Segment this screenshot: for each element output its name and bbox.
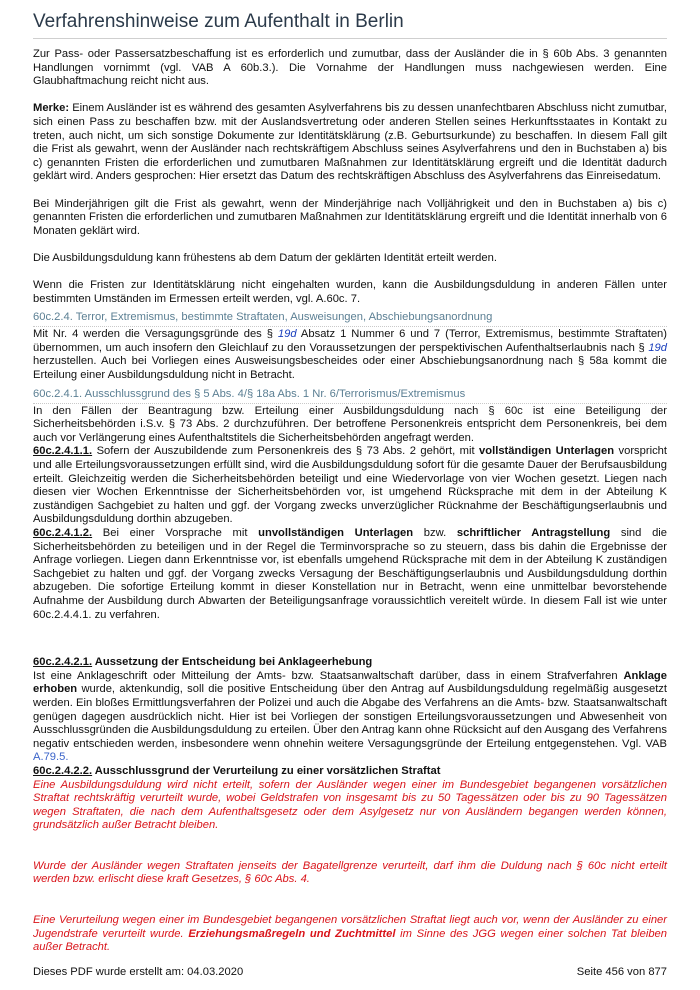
page-title: Verfahrenshinweise zum Aufenthalt in Berlin	[33, 10, 667, 39]
text: Bei einer Vorsprache mit	[92, 527, 259, 539]
bold-text: vollständigen Unterlagen	[479, 445, 615, 458]
merke-text: Einem Ausländer ist es während des gesamten Asylverfahrens bis zu dessen unanfechtbaren Abschluss nicht zumutbar, sich einen Pass zu beschaffen bzw. mit der Auslandsvertretung oder anderen Stellen seines Herkunftsstaates in Kontakt zu treten, auch nicht, um sich sonstige Dokumente zur Identitätsklärung (z.B. Geburtsurkunde) zu beschaffen. In diesem Fall gilt die Frist als gewahrt, wenn der Ausländer nach rechtskräftigem Abschluss seines Asylverfahrens und den in Buchstaben a) bis c) genannten Fristen die erforderlichen und zumutbaren Maßnahmen zur Identitätsklärung ergreift und die Identität dadurch geklärt wird. Anders gesprochen: Hier ersetzt das Datum des rechtskräftigen Abschluss des Asylverfahrens das Einreisedatum.	[33, 102, 667, 183]
red-paragraph-jugendstrafe	[33, 914, 667, 955]
section-heading-60c-2-4: 60c.2.4. Terror, Extremismus, bestimmte Straftaten, Ausweisungen, Abschiebungsanordnung	[33, 310, 667, 327]
text: im Sinne des JGG wegen einer solchen Tat bleiben außer Betracht.	[33, 927, 667, 954]
paragraph-60c-2-4-1-1	[33, 445, 667, 527]
red-paragraph-verurteilung: Eine Ausbildungsduldung wird nicht erteilt, sofern der Ausländer wegen einer im Bundesgebiet begangenen vorsätzlichen Straftat rechtskräftig verurteilt wurde, wobei Geldstrafen von insgesamt bis zu 50 Tagessätzen oder bis zu 90 Tagessätzen wegen Straftaten, die nach dem Aufenthaltsgesetz oder dem Asylgesetz nur von Ausländern begangen werden können, grundsätzlich außer Betracht bleiben.	[33, 778, 667, 832]
paragraph-beteiligung: In den Fällen der Beantragung bzw. Erteilung einer Ausbildungsduldung nach § 60c ist eine Beteiligung der Sicherheitsbehörden i.S.v. § 73 Abs. 2 durchzuführen. Der betroffene Personenkreis entspricht dem Personenkreis, bei dem auch vor Verlängerung eines Aufenthaltstitels die Sicherheitsbehörden angefragt werden.	[33, 404, 667, 444]
text: herzustellen. Auch bei Vorliegen eines Ausweisungsbescheides oder einer Abschiebungsanordnung nach § 58a kommt die Erteilung einer Ausbildungsduldung nicht in Betracht.	[33, 355, 667, 382]
link-a-79-5[interactable]: A.79.5.	[33, 751, 69, 764]
footer-page-number: Seite 456 von 877	[576, 966, 667, 978]
subsection-number: 60c.2.4.1.2.	[33, 527, 93, 539]
subsection-number: 60c.2.4.2.2.	[33, 764, 93, 777]
subsection-heading-60c-2-4-2-1	[33, 656, 667, 670]
merke-label: Merke:	[33, 102, 70, 115]
subsection-title: Aussetzung der Entscheidung bei Anklageerhebung	[92, 656, 373, 669]
page-footer	[33, 965, 667, 979]
link-19d-2[interactable]: 19d	[648, 341, 667, 354]
text: Eine Verurteilung wegen einer im Bundesgebiet begangenen vorsätzlichen Straftat liegt auch vor, wenn der Ausländer zu einer Jugendstrafe verurteilt wurde.	[33, 914, 667, 940]
text: bzw.	[413, 527, 457, 539]
bold-text: Erziehungsmaßregeln und Zuchtmittel	[188, 927, 396, 940]
paragraph-pass-beschaffung: Zur Pass- oder Passersatzbeschaffung ist es erforderlich und zumutbar, dass der Ausländer die in § 60b Abs. 3 genannten Handlungen vornimmt (vgl. VAB A 60b.3.). Die Vornahme der Handlungen muss nachgewiesen werden. Eine Glaubhaftmachung reicht nicht aus.	[33, 48, 667, 88]
paragraph-minderjaehrige: Bei Minderjährigen gilt die Frist als gewahrt, wenn der Minderjährige nach Volljährigkeit und den in Buchstaben a) bis c) genannten Fristen die erforderlichen und zumutbaren Maßnahmen zur Identitätsklärung ergreift und die Identität innerhalb von 6 Monaten geklärt wird.	[33, 197, 667, 237]
text: wurde, aktenkundig, soll die positive Entscheidung über den Antrag auf Ausbildungsduldung regelmäßig ausgesetzt werden. Ein bloßes Ermittlungsverfahren der Polizei und auch die Abgabe des Verfahrens an die Amts- bzw. Staatsanwaltschaft genügen dagegen ausdrücklich nicht. Hier ist bei Vorliegen der sonstigen Erteilungsvoraussetzungen und Abwesenheit von Ausschlussgründen die Ausbildungsduldung zu erteilen. Über den Antrag kann ohne Rücksicht auf den Ausgang des Verfahrens negativ entschieden werden, insbesondere wenn ohnehin weitere Versagungsgründe der Erteilung entgegenstehen. Vgl. VAB	[33, 683, 667, 750]
footer-created-date: Dieses PDF wurde erstellt am: 04.03.2020	[33, 966, 244, 978]
bold-text: unvollständigen Unterlagen	[258, 527, 414, 539]
text: vorspricht und alle Erteilungsvoraussetzungen erfüllt sind, wird die Ausbildungsduldung sofort für die gesamte Dauer der Berufsausbildung erteilt. Gleichzeitig werden die Sicherheitsbehörden beteiligt und eine Wiedervorlage von vier Wochen gesetzt. Liegen nach diesen vier Wochen Erkenntnisse der Sicherheitsbehörden vor, ist umgehend Rücksprache mit dem in der Abteilung K zuständigen Sachgebiet zu halten und ggf. der Vorgang zwecks unverzüglicher Rücknahme der Beschäftigungserlaubnis und Ausbildungsduldung dorthin abzugeben.	[33, 445, 667, 526]
text: Mit Nr. 4 werden die Versagungsgründe des §	[33, 328, 278, 341]
subsection-number: 60c.2.4.1.1.	[33, 445, 93, 458]
text: Ist eine Anklageschrift oder Mitteilung der Amts- bzw. Staatsanwaltschaft darüber, dass in einem Strafverfahren	[33, 669, 624, 682]
text: Absatz 1 Nummer 6 und 7 (Terror, Extremismus, bestimmte Straftaten) übernommen, um auch insofern den Gleichlauf zu den Voraussetzungen der perspektivischen Aufenthaltserlaubnis nach §	[33, 328, 668, 354]
text: sind die Sicherheitsbehörden zu beteiligen und in der Regel die Terminvorsprache so zu steuern, dass bis dahin die Ergebnisse der Anfrage vorliegen. Liegen dann Erkenntnisse vor, ist ebenfalls umgehend Rücksprache mit dem in der Abteilung K zuständigen Sachgebiet zu halten und ggf. der Vorgang zwecks Versagung der Beschäftigungserlaubnis und Ausbildungsduldung dorthin abzugeben. Die sofortige Erteilung kommt in dieser Konstellation nur in Betracht, wenn eine unmittelbar bevorstehende Aufnahme der Ausbildung durch Abwarten der Beteiligungsanfrage voraussichtlich vereitelt würde. In diesem Fall ist wie unter 60c.2.4.4.1. zu verfahren.	[33, 527, 668, 621]
document-page	[33, 10, 667, 955]
link-19d[interactable]: 19d	[277, 328, 297, 341]
paragraph-anklageerhebung	[33, 670, 667, 765]
subsection-number: 60c.2.4.2.1.	[33, 656, 93, 669]
subsection-title: Ausschlussgrund der Verurteilung zu einer vorsätzlichen Straftat	[92, 764, 441, 777]
paragraph-fristen: Wenn die Fristen zur Identitätsklärung nicht eingehalten wurden, kann die Ausbildungsduldung in anderen Fällen unter bestimmten Umständen im Ermessen erteilt werden, vgl. A.60c. 7.	[33, 279, 667, 305]
red-paragraph-bagatellgrenze: Wurde der Ausländer wegen Straftaten jenseits der Bagatellgrenze verurteilt, darf ihm die Duldung nach § 60c nicht erteilt werden bzw. erlischt diese kraft Gesetzes, § 60c Abs. 4.	[33, 859, 667, 886]
subsection-heading-60c-2-4-2-2	[33, 765, 667, 779]
paragraph-60c-2-4-1-2	[33, 527, 667, 622]
section-heading-60c-2-4-1: 60c.2.4.1. Ausschlussgrund des § 5 Abs. 4/§ 18a Abs. 1 Nr. 6/Terrorismus/Extremismus	[33, 387, 667, 404]
paragraph-merke	[33, 102, 667, 184]
paragraph-fruehestens: Die Ausbildungsduldung kann frühestens ab dem Datum der geklärten Identität erteilt werden.	[33, 251, 497, 264]
text: Sofern der Auszubildende zum Personenkreis des § 73 Abs. 2 gehört, mit	[92, 445, 480, 458]
paragraph-versagungsgruende	[33, 328, 667, 382]
bold-text: schriftlicher Antragstellung	[456, 527, 611, 539]
bold-text: Anklage erhoben	[33, 669, 667, 696]
